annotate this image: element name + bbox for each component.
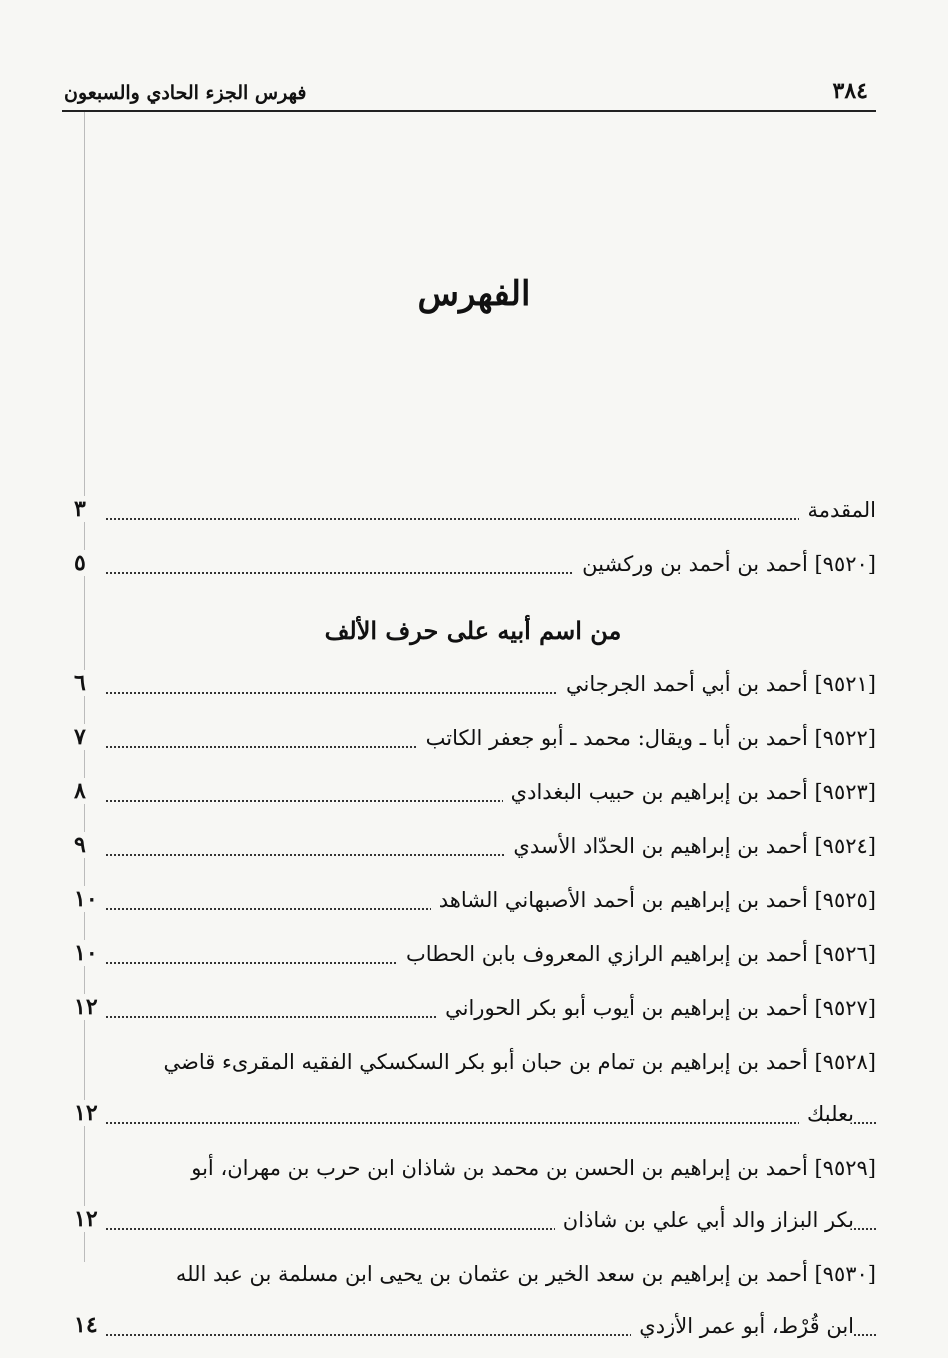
entry-page: ٨ <box>74 778 90 804</box>
toc-entry-9528-line2 <box>70 1092 876 1146</box>
entry-text: المقدمة <box>799 498 876 522</box>
toc-entry-9523 <box>70 770 876 824</box>
entry-page: ٦ <box>74 670 90 696</box>
entry-text-line2: بعلبك <box>799 1102 854 1126</box>
entry-page: ١٢ <box>74 1100 102 1126</box>
entry-text-line2: ابن قُرْط، أبو عمر الأزدي <box>631 1314 854 1338</box>
entry-page: ٣ <box>74 496 90 522</box>
entry-page: ١٢ <box>74 1206 102 1232</box>
entry-text: [٩٥٢٧] أحمد بن إبراهيم بن أيوب أبو بكر الحوراني <box>437 996 876 1020</box>
entry-text-line1: [٩٥٢٩] أحمد بن إبراهيم بن الحسن بن محمد بن شاذان ابن حرب بن مهران، أبو <box>191 1156 876 1180</box>
entry-text: [٩٥٢٦] أحمد بن إبراهيم الرازي المعروف بابن الحطاب <box>398 942 876 966</box>
page-title: الفهرس <box>417 274 531 314</box>
entry-text: [٩٥٢٣] أحمد بن إبراهيم بن حبيب البغدادي <box>503 780 876 804</box>
toc-entry-9529-line2 <box>70 1198 876 1252</box>
entry-page: ٥ <box>74 550 90 576</box>
running-title: فهرس الجزء الحادي والسبعون <box>64 82 307 104</box>
section-subheading: من اسم أبيه على حرف الألف <box>324 616 622 645</box>
entry-text: [٩٥٢٤] أحمد بن إبراهيم بن الحدّاد الأسدي <box>505 834 876 858</box>
toc-entry-9525 <box>70 878 876 932</box>
entry-text-line1: [٩٥٣٠] أحمد بن إبراهيم بن سعد الخير بن عثمان بن يحيى ابن مسلمة بن عبد الله <box>175 1262 876 1286</box>
entry-text-line1: [٩٥٢٨] أحمد بن إبراهيم بن تمام بن حبان أبو بكر السكسكي الفقيه المقرىء قاضي <box>163 1050 876 1074</box>
entry-page: ٧ <box>74 724 90 750</box>
toc-entry-9522 <box>70 716 876 770</box>
header-rule <box>62 110 876 112</box>
toc-entry-9527 <box>70 986 876 1040</box>
entry-text: [٩٥٢٠] أحمد بن أحمد بن وركشين <box>574 552 876 576</box>
toc-entry-9520 <box>70 542 876 596</box>
toc-entry-9521 <box>70 662 876 716</box>
leader-dots <box>106 518 876 520</box>
toc-entry-intro <box>70 488 876 542</box>
page-number: ٣٨٤ <box>832 78 868 104</box>
entry-page: ١٢ <box>74 994 102 1020</box>
entry-page: ١٠ <box>74 886 102 912</box>
entry-text: [٩٥٢١] أحمد بن أبي أحمد الجرجاني <box>558 672 876 696</box>
entry-text: [٩٥٢٢] أحمد بن أبا ـ ويقال: محمد ـ أبو جعفر الكاتب <box>418 726 876 750</box>
toc-entry-9528-line1 <box>70 1040 876 1092</box>
running-header <box>62 78 876 110</box>
entry-text: [٩٥٢٥] أحمد بن إبراهيم بن أحمد الأصبهاني الشاهد <box>431 888 876 912</box>
toc-entry-9524 <box>70 824 876 878</box>
toc-entry-9529-line1 <box>70 1146 876 1198</box>
leader-dots <box>106 1122 876 1124</box>
entry-page: ٩ <box>74 832 90 858</box>
entry-page: ١٠ <box>74 940 102 966</box>
toc-entry-9530-line2 <box>70 1304 876 1358</box>
toc-entry-9530-line1 <box>70 1252 876 1304</box>
entry-page: ١٤ <box>74 1312 102 1338</box>
entry-text-line2: بكر البزاز والد أبي علي بن شاذان <box>555 1208 854 1232</box>
toc-entry-9526 <box>70 932 876 986</box>
table-of-contents <box>70 488 876 1358</box>
